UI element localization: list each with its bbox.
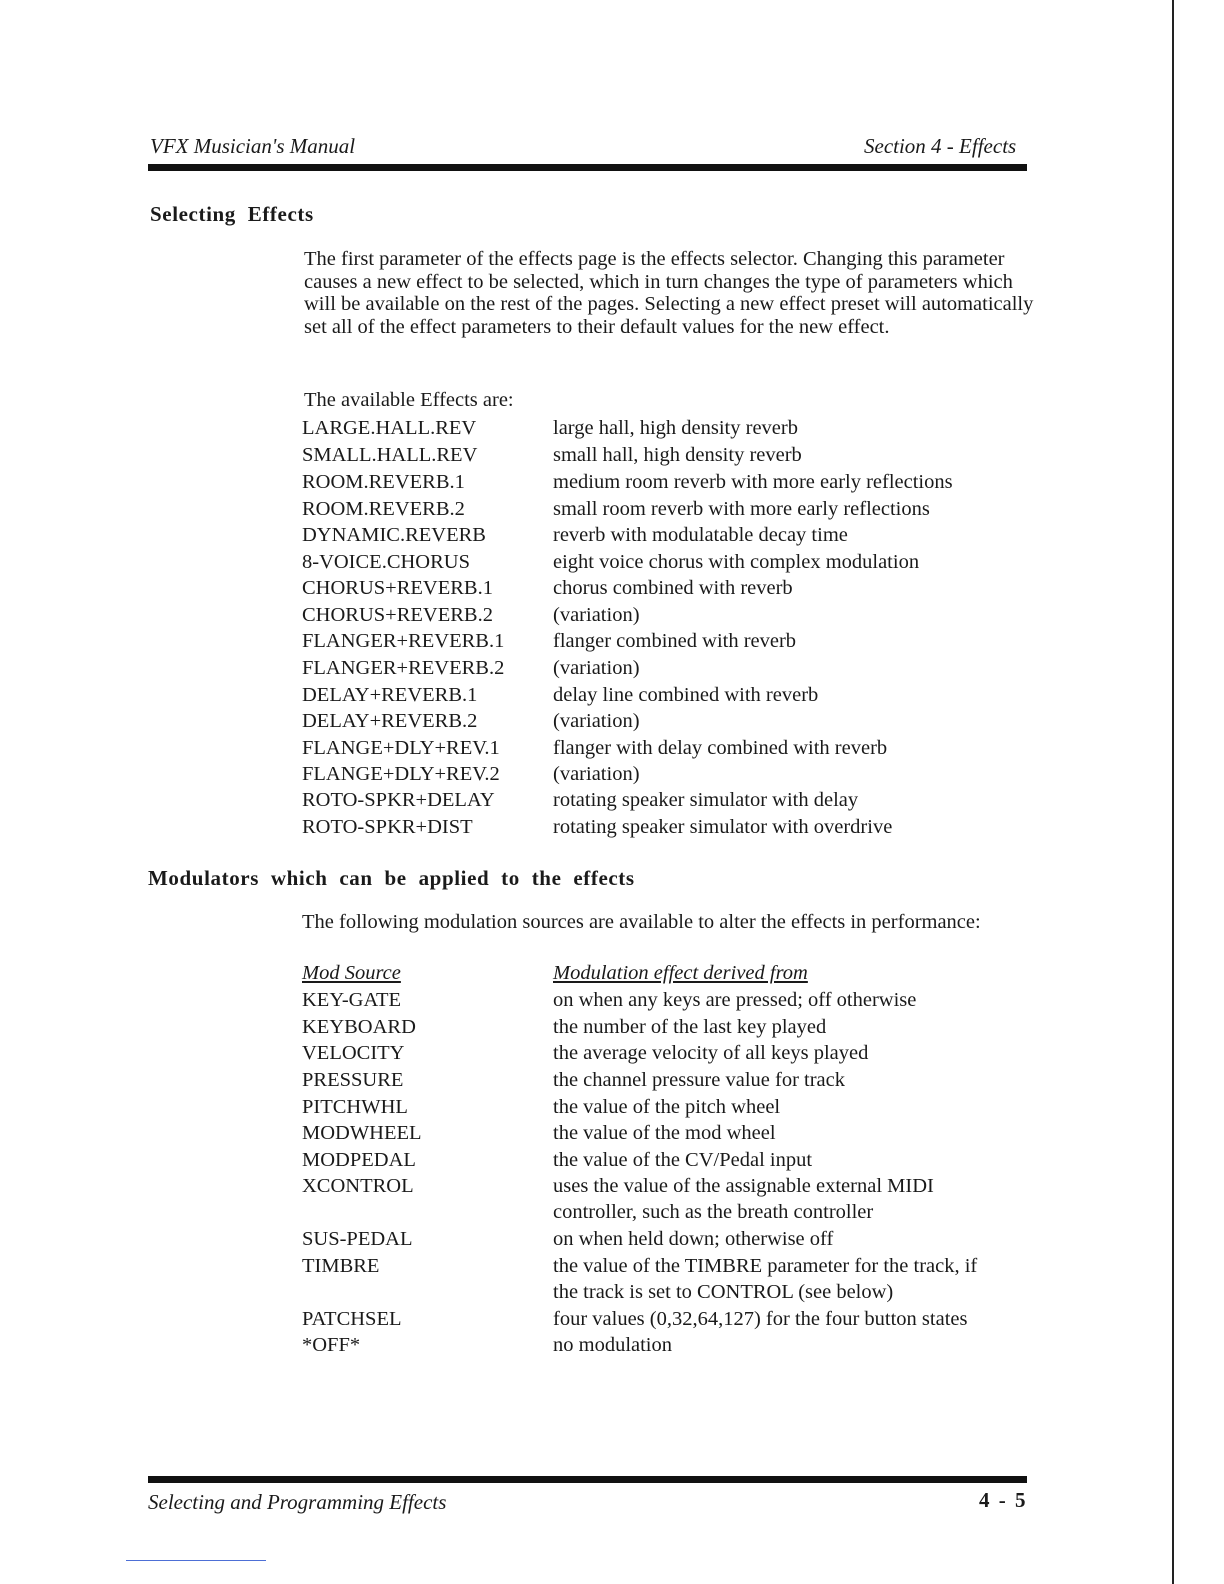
mod-source-name: VELOCITY <box>302 1042 405 1064</box>
effects-list-label: The available Effects are: <box>304 389 514 411</box>
header-section-title: Section 4 - Effects <box>864 134 1017 158</box>
effect-name: FLANGE+DLY+REV.2 <box>302 763 500 785</box>
section-heading-modulators: Modulators which can be applied to the effects <box>148 866 635 890</box>
column-header-source: Mod Source <box>302 962 401 984</box>
page-number: 4 - 5 <box>979 1488 1026 1512</box>
mod-source-description: the value of the CV/Pedal input <box>553 1149 813 1171</box>
mod-source-description: no modulation <box>553 1334 673 1356</box>
header-rule <box>148 164 1027 171</box>
effect-description: rotating speaker simulator with overdrive <box>553 816 893 838</box>
intro-paragraph: The first parameter of the effects page is the effects selector. Changing this parameter causes a new effect to be selected, which in turn changes the type of parameters which will be available on the rest of the pages. Selecting a new effect preset will automatically set all of the effect parameters to their default values for the new effect. <box>304 248 1034 338</box>
mod-source-name: KEYBOARD <box>302 1016 416 1038</box>
effect-description: eight voice chorus with complex modulation <box>553 551 920 573</box>
effect-description: chorus combined with reverb <box>553 577 793 599</box>
modulators-intro: The following modulation sources are available to alter the effects in performance: <box>302 911 981 933</box>
effect-description: reverb with modulatable decay time <box>553 524 848 546</box>
effect-name: LARGE.HALL.REV <box>302 417 477 439</box>
effect-description: (variation) <box>553 763 640 785</box>
mod-source-name: PITCHWHL <box>302 1096 408 1118</box>
scan-edge-bar <box>1172 0 1174 1584</box>
effect-name: DELAY+REVERB.1 <box>302 684 478 706</box>
effect-name: CHORUS+REVERB.2 <box>302 604 493 626</box>
header-manual-title: VFX Musician's Manual <box>150 134 356 158</box>
scan-artifact-line <box>126 1560 266 1561</box>
mod-source-description: the value of the mod wheel <box>553 1122 776 1144</box>
mod-source-name: SUS-PEDAL <box>302 1228 413 1250</box>
effect-description: medium room reverb with more early reflections <box>553 471 953 493</box>
mod-source-description: the channel pressure value for track <box>553 1069 845 1091</box>
mod-source-description: on when held down; otherwise off <box>553 1228 834 1250</box>
mod-source-name: XCONTROL <box>302 1175 414 1197</box>
mod-source-name: MODPEDAL <box>302 1149 416 1171</box>
mod-source-name: KEY-GATE <box>302 989 402 1011</box>
mod-source-name: TIMBRE <box>302 1255 380 1277</box>
mod-source-description: the average velocity of all keys played <box>553 1042 869 1064</box>
mod-source-description-cont: controller, such as the breath controller <box>553 1201 874 1223</box>
section-heading-selecting-effects: Selecting Effects <box>150 202 314 226</box>
mod-source-description: the value of the pitch wheel <box>553 1096 781 1118</box>
mod-source-name: MODWHEEL <box>302 1122 422 1144</box>
effect-name: ROOM.REVERB.2 <box>302 498 465 520</box>
mod-source-name: *OFF* <box>302 1334 361 1356</box>
mod-source-description: on when any keys are pressed; off otherwise <box>553 989 917 1011</box>
mod-source-description: uses the value of the assignable external MIDI <box>553 1175 934 1197</box>
mod-source-description: four values (0,32,64,127) for the four button states <box>553 1308 968 1330</box>
effect-name: FLANGER+REVERB.2 <box>302 657 505 679</box>
mod-source-description: the value of the TIMBRE parameter for the track, if <box>553 1255 978 1277</box>
effect-description: rotating speaker simulator with delay <box>553 789 859 811</box>
effect-name: 8-VOICE.CHORUS <box>302 551 470 573</box>
effect-description: large hall, high density reverb <box>553 417 798 439</box>
footer-chapter-title: Selecting and Programming Effects <box>148 1490 447 1514</box>
effect-name: DELAY+REVERB.2 <box>302 710 478 732</box>
mod-source-description-cont: the track is set to CONTROL (see below) <box>553 1281 894 1303</box>
mod-source-name: PATCHSEL <box>302 1308 402 1330</box>
effect-name: SMALL.HALL.REV <box>302 444 478 466</box>
mod-source-name: PRESSURE <box>302 1069 404 1091</box>
footer-rule <box>148 1476 1027 1483</box>
effect-description: small hall, high density reverb <box>553 444 802 466</box>
effect-description: (variation) <box>553 657 640 679</box>
effect-name: DYNAMIC.REVERB <box>302 524 486 546</box>
effect-name: ROTO-SPKR+DIST <box>302 816 473 838</box>
effect-name: ROOM.REVERB.1 <box>302 471 465 493</box>
effect-description: flanger combined with reverb <box>553 630 797 652</box>
effect-description: delay line combined with reverb <box>553 684 819 706</box>
effect-description: (variation) <box>553 710 640 732</box>
effect-description: small room reverb with more early reflections <box>553 498 930 520</box>
effect-name: ROTO-SPKR+DELAY <box>302 789 495 811</box>
effect-description: (variation) <box>553 604 640 626</box>
effect-name: FLANGE+DLY+REV.1 <box>302 737 500 759</box>
effect-description: flanger with delay combined with reverb <box>553 737 888 759</box>
column-header-effect: Modulation effect derived from <box>553 962 808 984</box>
effect-name: FLANGER+REVERB.1 <box>302 630 505 652</box>
mod-source-description: the number of the last key played <box>553 1016 827 1038</box>
effect-name: CHORUS+REVERB.1 <box>302 577 493 599</box>
